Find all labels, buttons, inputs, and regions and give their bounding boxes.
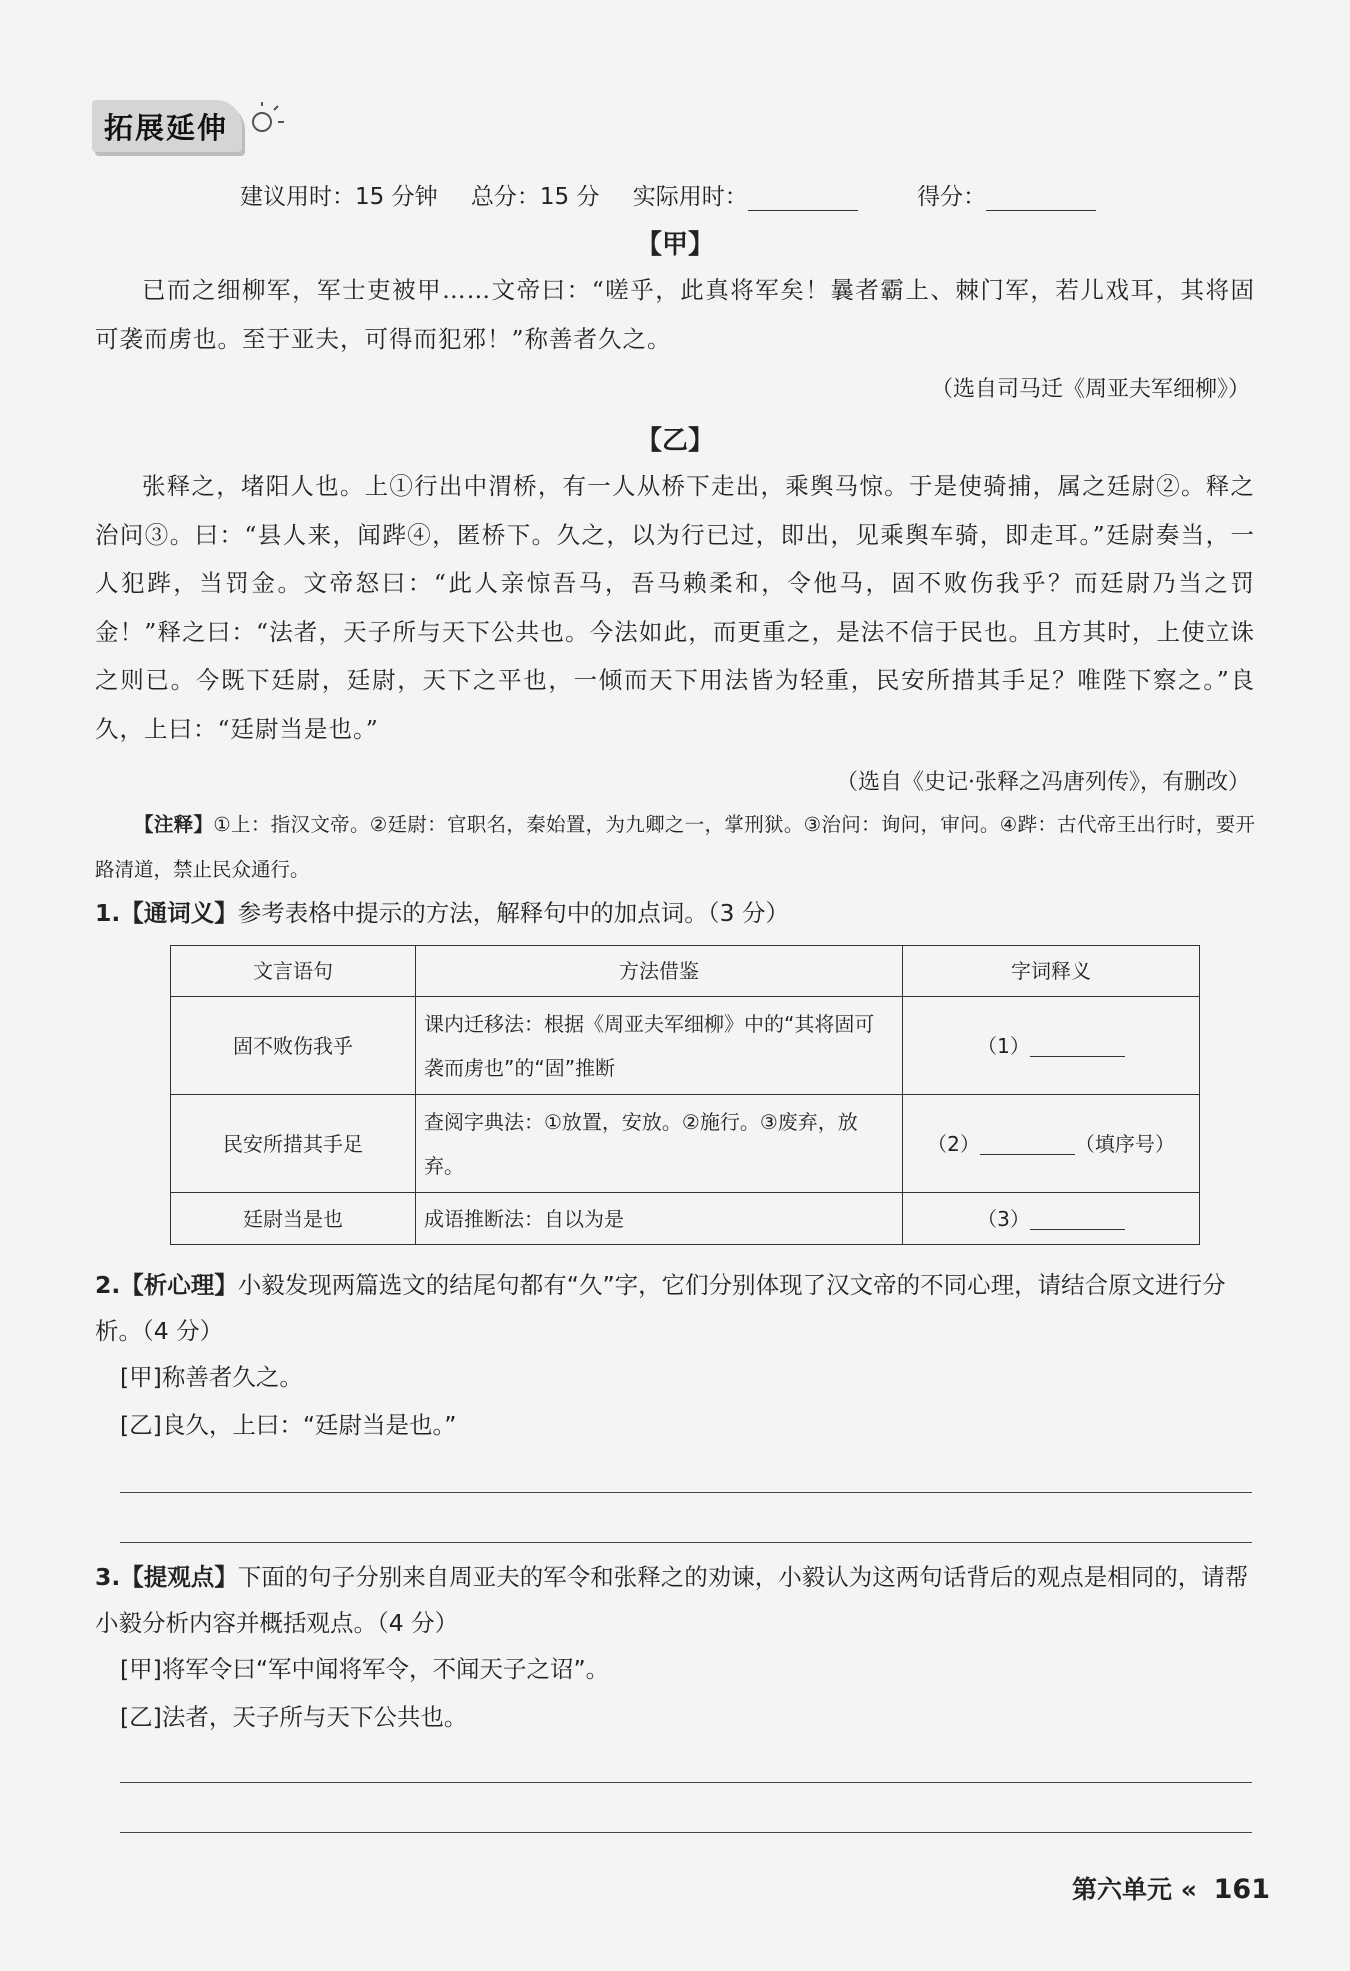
actual-time: 实际用时： bbox=[633, 184, 884, 210]
question-3: 3.【提观点】下面的句子分别来自周亚夫的军令和张释之的劝谏，小毅认为这两句话背后的观点是相同的，请帮小毅分析内容并概括观点。（4 分） bbox=[95, 1563, 1249, 1637]
table-cell-sentence: 固不败伤我乎 bbox=[171, 997, 416, 1095]
q3-prompt: 下面的句子分别来自周亚夫的军令和张释之的劝谏，小毅认为这两句话背后的观点是相同的，请帮小毅分析内容并概括观点。（4 分） bbox=[95, 1563, 1249, 1637]
table-header: 方法借鉴 bbox=[416, 946, 903, 997]
score-blank[interactable] bbox=[986, 188, 1096, 211]
passage-a-source: （选自司马迁《周亚夫军细柳》） bbox=[930, 377, 1250, 402]
unit-label: 第六单元 bbox=[1072, 1875, 1173, 1904]
q2-quote-b: [乙]良久，上曰：“廷尉当是也。” bbox=[120, 1411, 457, 1439]
annotation-notes bbox=[95, 802, 1255, 892]
total-score: 总分：15 分 bbox=[470, 184, 600, 210]
page-number: 161 bbox=[1213, 1874, 1270, 1905]
section-badge bbox=[92, 100, 242, 152]
table-cell-method: 成语推断法：自以为是 bbox=[416, 1193, 903, 1245]
table-row bbox=[171, 1095, 1200, 1193]
question-2: 2.【析心理】小毅发现两篇选文的结尾句都有“久”字，它们分别体现了汉文帝的不同心理，请结合原文进行分析。（4 分） bbox=[95, 1271, 1226, 1345]
vocab-table bbox=[170, 945, 1200, 1245]
suggested-time: 建议用时：15 分钟 bbox=[240, 184, 438, 210]
table-cell-answer: （1） bbox=[903, 997, 1200, 1095]
passage-b-text: 张释之，堵阳人也。上①行出中渭桥，有一人从桥下走出，乘舆马惊。于是使骑捕，属之廷尉②。释之治问③。曰：“县人来，闻跸④，匿桥下。久之，以为行已过，即出，见乘舆车骑，即走耳。”廷尉奏当，一人犯跸，当罚金。文帝怒曰：“此人亲惊吾马，吾马赖柔和，令他马，固不败伤我乎？而廷尉乃当之罚金！”释之曰：“法者，天子所与天下公共也。今法如此，而更重之，是法不信于民也。且方其时，上使立诛之则已。今既下廷尉，廷尉，天下之平也，一倾而天下用法皆为轻重，民安所措其手足？唯陛下察之。”良久，上曰：“廷尉当是也。” bbox=[95, 472, 1255, 743]
table-cell-answer: （3） bbox=[903, 1193, 1200, 1245]
table-cell-sentence: 民安所措其手足 bbox=[171, 1095, 416, 1193]
answer-blank-1[interactable] bbox=[1030, 1038, 1125, 1057]
table-header: 文言语句 bbox=[171, 946, 416, 997]
q2-answer-line[interactable] bbox=[120, 1542, 1252, 1543]
notes-label: 【注释】 bbox=[134, 813, 214, 836]
table-cell-method: 查阅字典法：①放置，安放。②施行。③废弃，放弃。 bbox=[416, 1095, 903, 1193]
page-footer bbox=[1072, 1870, 1270, 1906]
table-row bbox=[171, 1193, 1200, 1245]
table-cell-answer: （2） （填序号） bbox=[903, 1095, 1200, 1193]
passage-a-heading: 【甲】 bbox=[635, 230, 714, 260]
q1-tag: 【通词义】 bbox=[120, 899, 238, 927]
section-title: 拓展延伸 bbox=[104, 111, 229, 145]
table-header: 字词释义 bbox=[903, 946, 1200, 997]
answer-blank-3[interactable] bbox=[1030, 1211, 1125, 1230]
q2-tag: 【析心理】 bbox=[120, 1271, 238, 1299]
q2-answer-line[interactable] bbox=[120, 1492, 1252, 1493]
q3-tag: 【提观点】 bbox=[120, 1563, 238, 1591]
passage-b-heading: 【乙】 bbox=[635, 426, 714, 456]
actual-time-blank[interactable] bbox=[748, 188, 858, 211]
q2-prompt: 小毅发现两篇选文的结尾句都有“久”字，它们分别体现了汉文帝的不同心理，请结合原文进行分析。（4 分） bbox=[95, 1271, 1226, 1345]
q1-prompt: 参考表格中提示的方法，解释句中的加点词。（3 分） bbox=[237, 899, 789, 927]
notes-text: ①上：指汉文帝。②廷尉：官职名，秦始置，为九卿之一，掌刑狱。③治问：询问，审问。④跸：古代帝王出行时，要开路清道，禁止民众通行。 bbox=[95, 813, 1255, 881]
chevron-left-icon: « bbox=[1180, 1875, 1197, 1904]
table-cell-method: 课内迁移法：根据《周亚夫军细柳》中的“其将固可袭而虏也”的“固”推断 bbox=[416, 997, 903, 1095]
score-earned: 得分： bbox=[917, 184, 1122, 210]
passage-b-source: （选自《史记·张释之冯唐列传》，有删改） bbox=[836, 770, 1250, 795]
q3-answer-line[interactable] bbox=[120, 1832, 1252, 1833]
q3-quote-b: [乙]法者，天子所与天下公共也。 bbox=[120, 1703, 468, 1731]
lightbulb-icon bbox=[246, 100, 290, 140]
passage-a-text: 已而之细柳军，军士吏被甲……文帝曰：“嗟乎，此真将军矣！曩者霸上、棘门军，若儿戏耳，其将固可袭而虏也。至于亚夫，可得而犯邪！”称善者久之。 bbox=[95, 276, 1255, 353]
table-row bbox=[171, 997, 1200, 1095]
time-score-bar bbox=[240, 178, 1148, 211]
table-cell-sentence: 廷尉当是也 bbox=[171, 1193, 416, 1245]
q2-quote-a: [甲]称善者久之。 bbox=[120, 1363, 303, 1391]
question-1: 1.【通词义】参考表格中提示的方法，解释句中的加点词。（3 分） bbox=[95, 899, 789, 927]
q3-quote-a: [甲]将军令曰“军中闻将军令，不闻天子之诏”。 bbox=[120, 1655, 610, 1683]
q3-answer-line[interactable] bbox=[120, 1782, 1252, 1783]
answer-blank-2[interactable] bbox=[980, 1136, 1075, 1155]
